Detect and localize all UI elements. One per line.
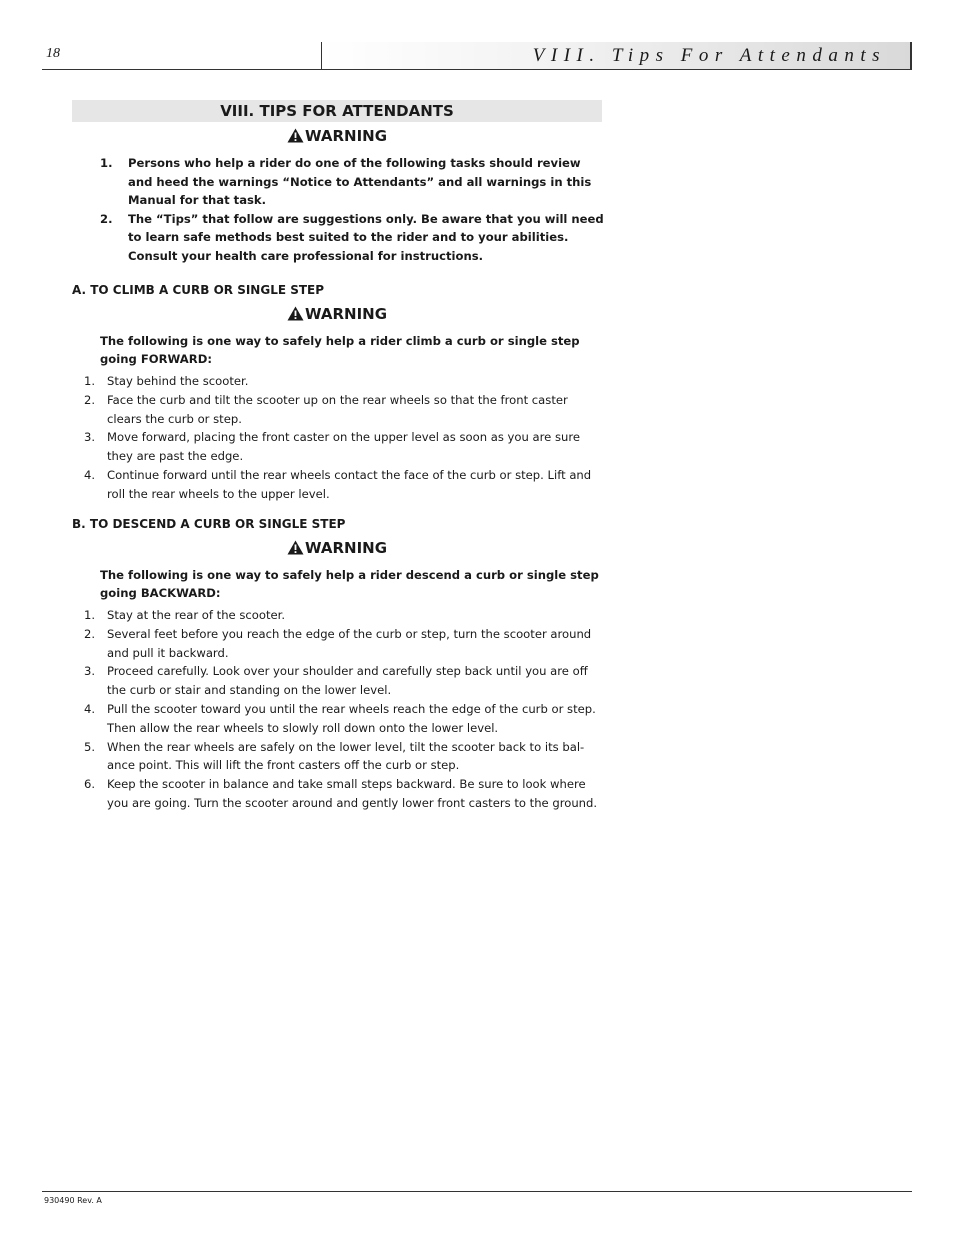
descend-warning-heading [72,538,602,558]
step-number: 5. [84,739,96,754]
step-text: When the rear wheels are safely on the lower level, tilt the scooter back to its bal-ance point. This will lift the front casters off the curb or step. [107,739,585,773]
step-number: 4. [84,467,96,482]
header-rule-right [910,42,912,70]
item-number: 2. [100,211,113,226]
list-item [84,391,604,429]
step-text: Keep the scooter in balance and take small steps backward. Be sure to look where you are going. Turn the scooter around and gently lower front casters to the ground. [107,777,598,810]
step-text: Stay behind the scooter. [107,374,249,388]
step-number: 3. [84,430,96,445]
step-number: 4. [84,701,96,716]
warning-label: WARNING [304,539,388,557]
list-item [84,428,604,466]
footer-rule [42,1191,912,1192]
item-text: The “Tips” that follow are suggestions only. Be aware that you will need to learn safe methods best suited to the rider and to your abilities. Consult your health care professional for instructions. [128,211,604,263]
warning-triangle-icon [287,128,304,143]
list-item [84,466,604,504]
item-number: 1. [100,156,113,170]
step-text: Move forward, placing the front caster on the upper level as soon as you are sure they are past the edge. [107,430,581,464]
list-item [100,210,605,266]
warning-triangle-icon [287,306,304,321]
step-number: 1. [84,608,96,622]
step-number: 2. [84,392,96,407]
step-number: 2. [84,626,96,641]
list-item [84,738,604,776]
header-rule [42,69,912,70]
step-text: Face the curb and tilt the scooter up on the rear wheels so that the front caster clears the curb or step. [107,392,568,426]
warning-label: WARNING [304,305,388,323]
item-text: Persons who help a rider do one of the following tasks should review and heed the warnings “Notice to Attendants” and all warnings in this Manual for that task. [128,156,592,207]
step-text: Proceed carefully. Look over your shoulder and carefully step back until you are off the curb or stair and standing on the lower level. [107,664,588,698]
header-divider [321,42,322,70]
descend-heading: B. TO DESCEND A CURB OR SINGLE STEP [72,517,346,531]
step-text: Stay at the rear of the scooter. [107,608,286,622]
step-text: Pull the scooter toward you until the rear wheels reach the edge of the curb or step. Then allow the rear wheels to slowly roll down onto the lower level. [107,701,596,735]
page-number: 18 [46,46,60,61]
climb-steps [84,372,604,504]
warning-label: WARNING [304,127,388,145]
section-title: VIII. TIPS FOR ATTENDANTS [220,102,454,120]
step-number: 6. [84,777,96,792]
general-warning-list [100,154,605,265]
running-header-title: VIII. Tips For Attendants [532,45,886,66]
list-item [84,775,604,813]
list-item [84,372,604,391]
general-warning-heading [72,126,602,146]
list-item [84,606,604,625]
document-number: 930490 Rev. A [44,1196,102,1205]
list-item [84,625,604,663]
climb-heading: A. TO CLIMB A CURB OR SINGLE STEP [72,283,325,297]
list-item [84,662,604,700]
climb-warning-heading [72,304,602,324]
list-item [100,154,605,210]
descend-steps [84,606,604,813]
warning-triangle-icon [287,540,304,555]
step-text: Several feet before you reach the edge of the curb or step, turn the scooter around and pull it backward. [107,626,592,660]
climb-intro: The following is one way to safely help a rider climb a curb or single step going FORWARD: [100,334,580,366]
step-number: 1. [84,374,96,388]
descend-intro: The following is one way to safely help a rider descend a curb or single step going BACKWARD: [100,568,599,600]
list-item [84,700,604,738]
step-text: Continue forward until the rear wheels contact the face of the curb or step. Lift and roll the rear wheels to the upper level. [107,467,592,501]
step-number: 3. [84,664,96,679]
